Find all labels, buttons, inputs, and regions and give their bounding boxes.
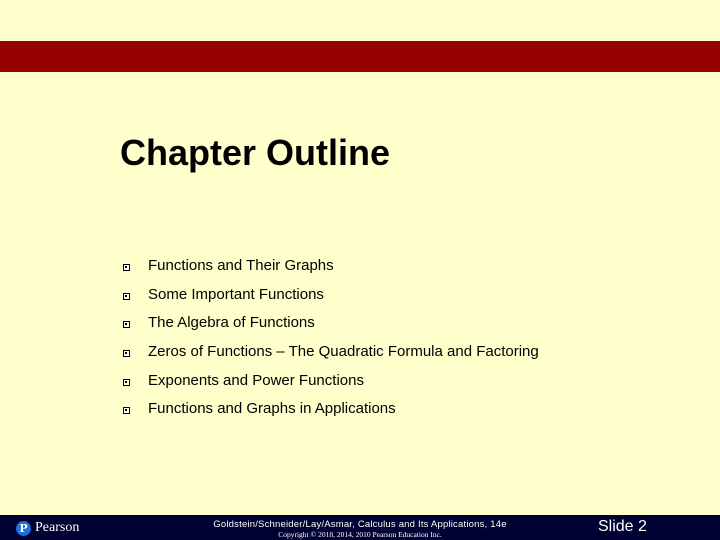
outline-item-label: Some Important Functions: [148, 285, 324, 303]
pearson-logo: [16, 519, 79, 537]
square-bullet-icon: [123, 379, 130, 386]
outline-item: [120, 367, 680, 396]
outline-item: [120, 395, 680, 424]
square-bullet-icon: [123, 264, 130, 271]
book-citation: Goldstein/Schneider/Lay/Asmar, Calculus and Its Applications, 14e: [213, 519, 507, 530]
square-bullet-icon: [123, 407, 130, 414]
chapter-outline-list: [120, 252, 680, 424]
outline-item-label: The Algebra of Functions: [148, 314, 315, 332]
outline-item: [120, 338, 680, 367]
outline-item-label: Functions and Graphs in Applications: [148, 400, 396, 418]
square-bullet-icon: [123, 293, 130, 300]
square-bullet-icon: [123, 350, 130, 357]
outline-item-label: Functions and Their Graphs: [148, 257, 334, 274]
outline-item: [120, 281, 680, 310]
outline-item-label: Exponents and Power Functions: [148, 371, 364, 389]
slide-title: Chapter Outline: [120, 132, 391, 173]
top-accent-bar: [0, 41, 720, 72]
outline-item: [120, 252, 680, 281]
pearson-logo-icon: P: [16, 521, 31, 536]
footer-bar: [0, 515, 720, 540]
outline-item: [120, 309, 680, 338]
logo-text: Pearson: [35, 520, 80, 535]
slide-number: Slide 2: [598, 518, 647, 535]
copyright-notice: Copyright © 2018, 2014, 2010 Pearson Education Inc.: [278, 530, 442, 539]
outline-item-label: Zeros of Functions – The Quadratic Formula and Factoring: [148, 343, 539, 361]
square-bullet-icon: [123, 321, 130, 328]
